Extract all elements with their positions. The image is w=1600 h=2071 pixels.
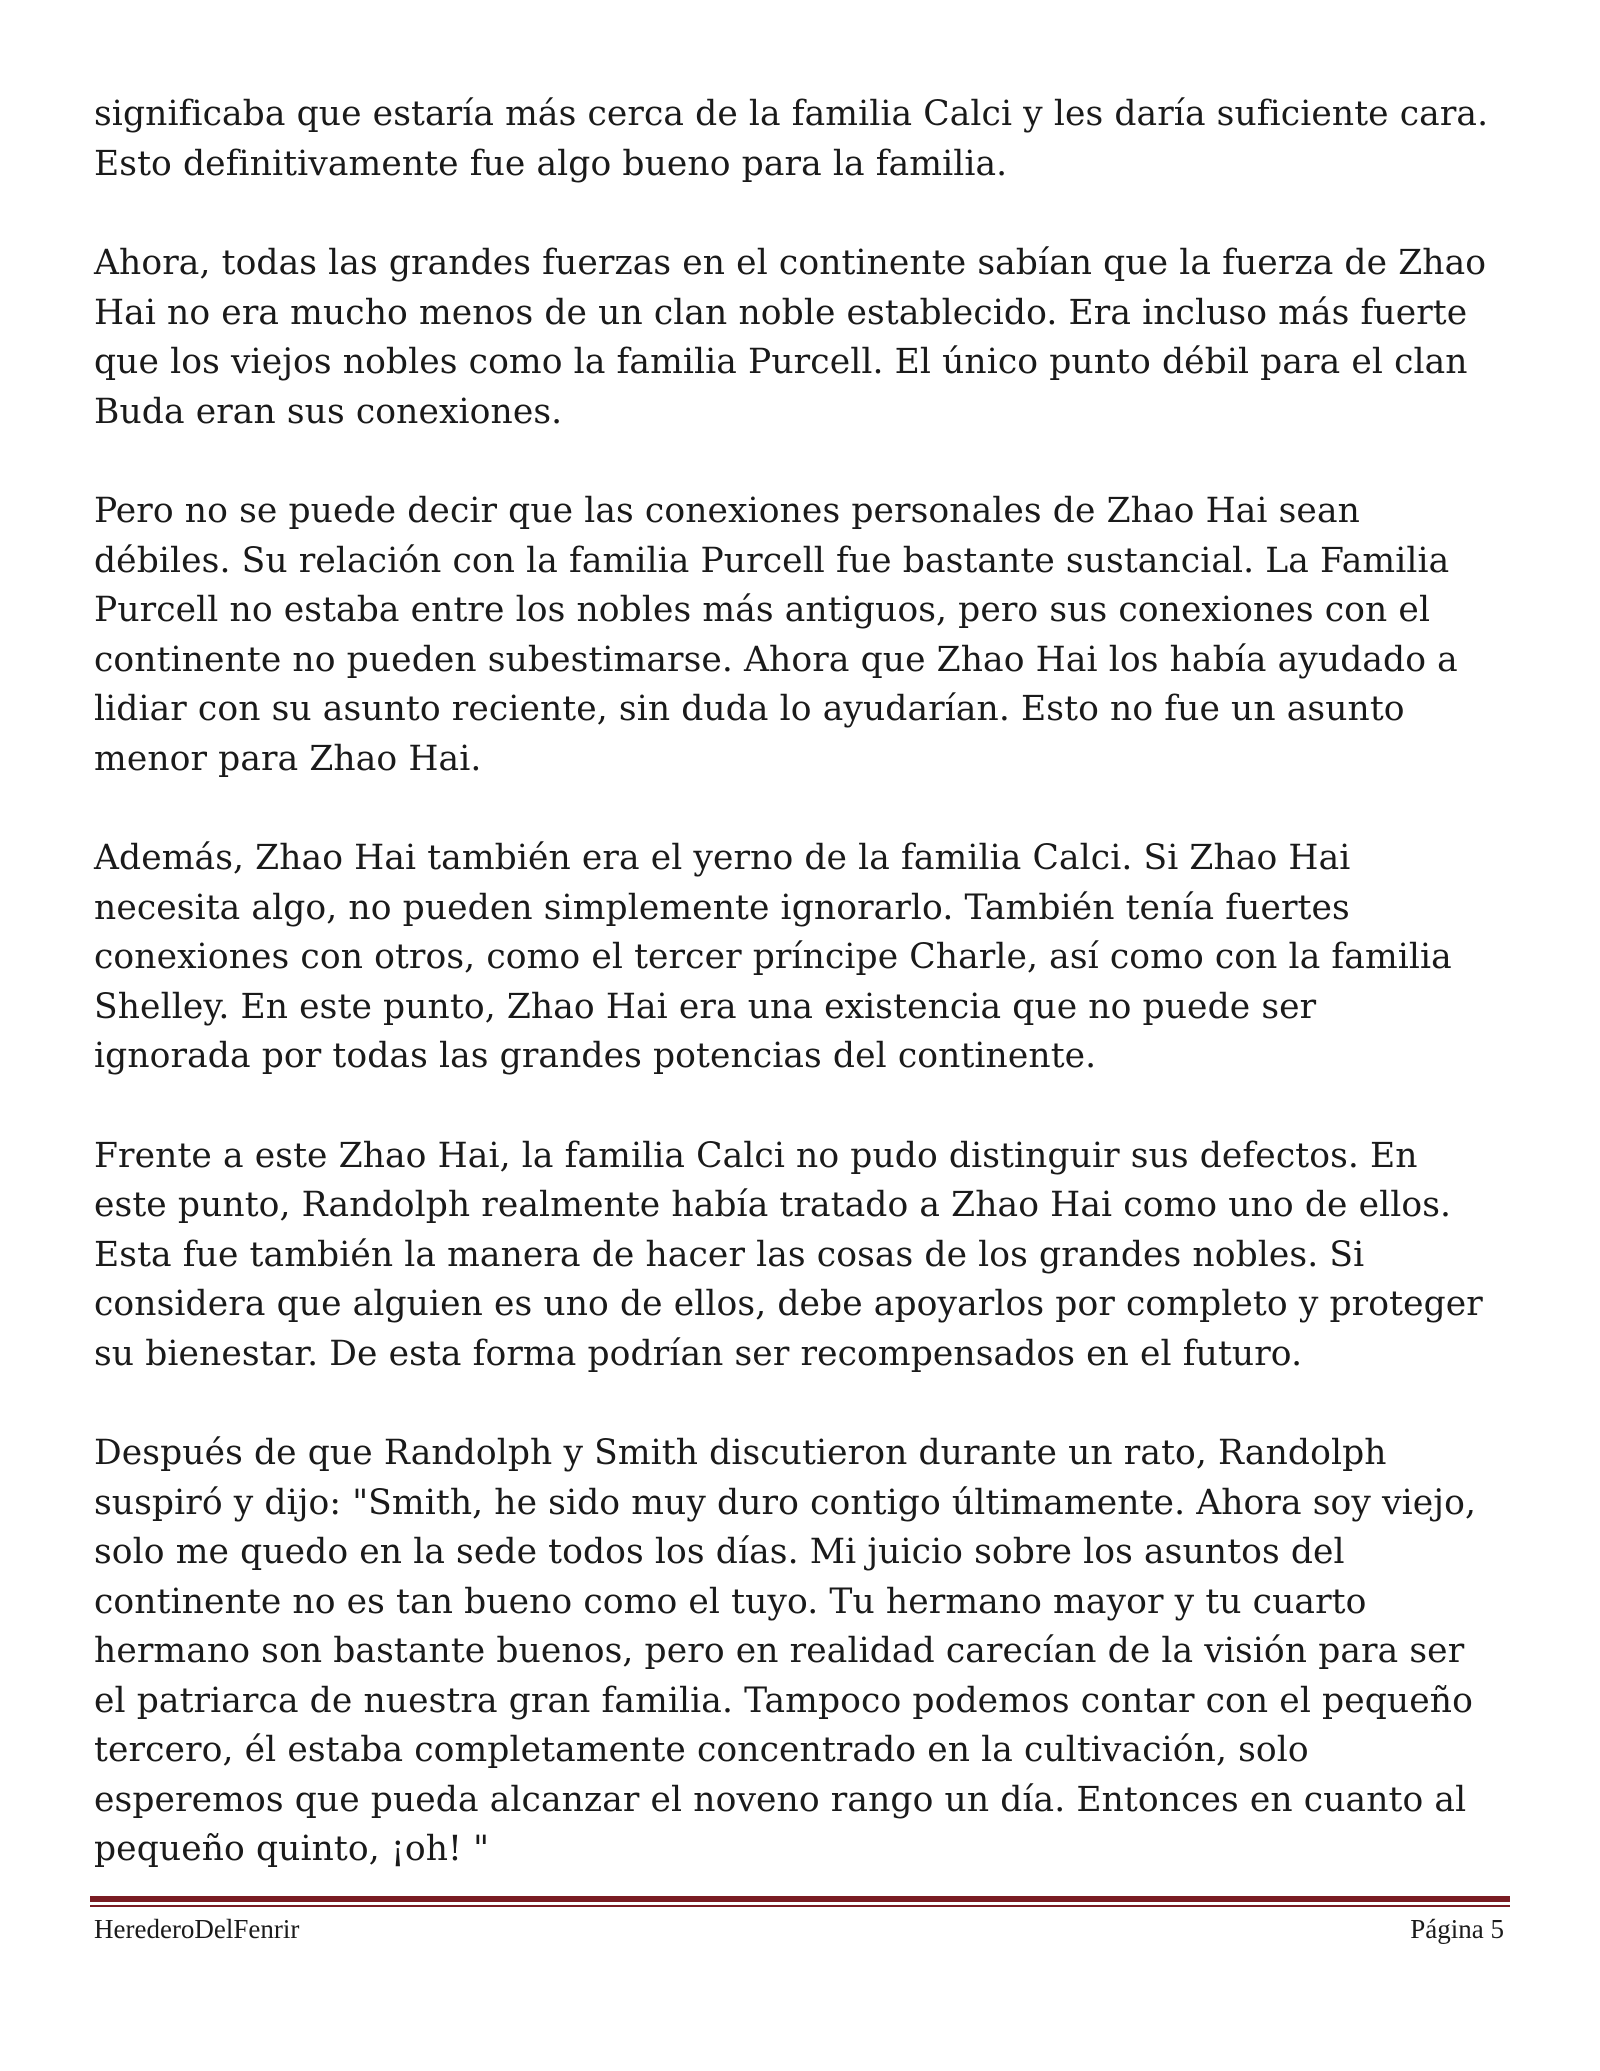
text-line: suspiró y dijo: "Smith, he sido muy duro contigo últimamente. Ahora soy viejo,: [94, 1482, 1477, 1523]
text-line: significaba que estaría más cerca de la familia Calci y les daría suficiente cara.: [94, 94, 1489, 134]
text-line: Hai no era mucho menos de un clan noble establecido. Era incluso más fuerte: [94, 292, 1468, 333]
paragraph-2: [94, 239, 1514, 437]
footer-author: HerederoDelFenrir: [94, 1914, 300, 1944]
paragraph-1: [94, 90, 1514, 189]
paragraph-5: [94, 1132, 1514, 1380]
text-line: hermano son bastante buenos, pero en realidad carecían de la visión para ser: [94, 1631, 1465, 1671]
text-line: Esta fue también la manera de hacer las cosas de los grandes nobles. Si: [94, 1234, 1365, 1275]
text-line: ignorada por todas las grandes potencias del continente.: [94, 1036, 1097, 1076]
text-line: lidiar con su asunto reciente, sin duda lo ayudarían. Esto no fue un asunto: [94, 689, 1405, 729]
text-line: Además, Zhao Hai también era el yerno de la familia Calci. Si Zhao Hai: [94, 838, 1351, 878]
footer-rule-thick: [90, 1896, 1510, 1902]
text-line: pequeño quinto, ¡oh! ": [94, 1829, 490, 1869]
text-line: necesita algo, no pueden simplemente ignorarlo. También tenía fuertes: [94, 887, 1350, 928]
text-line: continente no es tan bueno como el tuyo. Tu hermano mayor y tu cuarto: [94, 1581, 1367, 1622]
text-line: Después de que Randolph y Smith discutieron durante un rato, Randolph: [94, 1433, 1387, 1473]
text-line: tercero, él estaba completamente concentrado en la cultivación, solo: [94, 1730, 1309, 1770]
text-line: Frente a este Zhao Hai, la familia Calci no pudo distinguir sus defectos. En: [94, 1135, 1418, 1176]
text-line: este punto, Randolph realmente había tratado a Zhao Hai como uno de ellos.: [94, 1185, 1452, 1225]
text-line: considera que alguien es uno de ellos, debe apoyarlos por completo y proteger: [94, 1284, 1483, 1324]
text-line: Buda eran sus conexiones.: [94, 391, 563, 432]
paragraph-6: [94, 1429, 1514, 1875]
text-line: continente no pueden subestimarse. Ahora que Zhao Hai los había ayudado a: [94, 639, 1458, 680]
text-line: menor para Zhao Hai.: [94, 738, 482, 779]
text-line: solo me quedo en la sede todos los días. Mi juicio sobre los asuntos del: [94, 1532, 1345, 1572]
text-line: Esto definitivamente fue algo bueno para la familia.: [94, 143, 1008, 184]
footer-rule-thin: [90, 1905, 1510, 1907]
text-line: que los viejos nobles como la familia Purcell. El único punto débil para el clan: [94, 342, 1468, 382]
paragraph-4: [94, 834, 1514, 1082]
text-line: esperemos que pueda alcanzar el noveno rango un día. Entonces en cuanto al: [94, 1779, 1467, 1820]
body-text: [94, 90, 1514, 1925]
text-line: débiles. Su relación con la familia Purcell fue bastante sustancial. La Familia: [94, 540, 1450, 581]
text-line: Pero no se puede decir que las conexiones personales de Zhao Hai sean: [94, 491, 1360, 531]
text-line: Ahora, todas las grandes fuerzas en el continente sabían que la fuerza de Zhao: [94, 243, 1487, 283]
text-line: el patriarca de nuestra gran familia. Tampoco podemos contar con el pequeño: [94, 1680, 1473, 1721]
text-line: Shelley. En este punto, Zhao Hai era una existencia que no puede ser: [94, 986, 1317, 1027]
text-line: su bienestar. De esta forma podrían ser recompensados en el futuro.: [94, 1333, 1303, 1374]
text-line: conexiones con otros, como el tercer príncipe Charle, así como con la familia: [94, 937, 1452, 977]
text-line: Purcell no estaba entre los nobles más antiguos, pero sus conexiones con el: [94, 590, 1431, 630]
footer-page-number: Página 5: [1410, 1914, 1504, 1944]
paragraph-3: [94, 487, 1514, 784]
